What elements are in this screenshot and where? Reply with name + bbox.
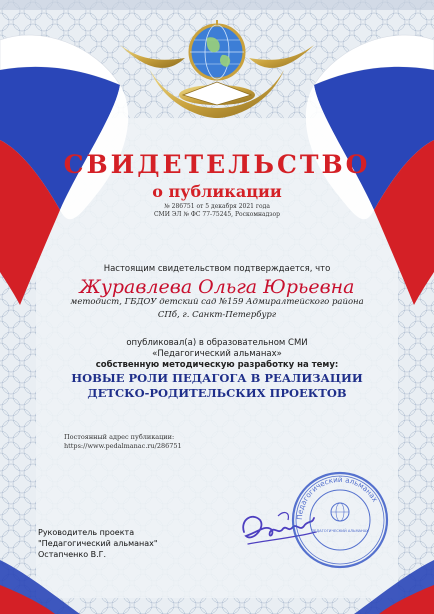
signatory-project: "Педагогический альманах" xyxy=(38,539,158,548)
certificate-title: СВИДЕТЕЛЬСТВО xyxy=(63,150,371,179)
official-stamp xyxy=(290,470,390,570)
address-label: Постоянный адрес публикации: xyxy=(64,433,175,441)
media-registration: СМИ ЭЛ № ФС 77-75245, Роскомнадзор xyxy=(153,211,281,218)
published-text: опубликовал(а) в образовательном СМИ xyxy=(126,338,308,348)
stamp-center-text: ПЕДАГОГИЧЕСКИЙ АЛЬМАНАХ xyxy=(311,529,369,533)
signatory-title: Руководитель проекта xyxy=(38,528,135,537)
registration-number: № 286751 от 5 декабря 2021 года xyxy=(164,203,270,210)
recipient-position: методист, ГБДОУ детский сад №159 Адмиралтейского района СПб, г. Санкт-Петербург xyxy=(70,297,364,320)
publication-topic: НОВЫЕ РОЛИ ПЕДАГОГА В РЕАЛИЗАЦИИ ДЕТСКО-РОДИТЕЛЬСКИХ ПРОЕКТОВ xyxy=(71,371,363,400)
signatory-name: Остапченко В.Г. xyxy=(38,550,107,559)
certificate-subtitle: о публикации xyxy=(152,182,282,201)
media-name: «Педагогический альманах» xyxy=(152,349,282,359)
stamp-ring-text: Педагогический альманах xyxy=(294,474,380,521)
confirmation-text: Настоящим свидетельством подтверждается, что xyxy=(103,264,331,274)
topic-intro: собственную методическую разработку на тему: xyxy=(95,360,339,370)
recipient-name: Журавлева Ольга Юрьевна xyxy=(79,276,355,298)
publication-url[interactable]: https://www.pedalmanac.ru/286751 xyxy=(64,442,182,450)
